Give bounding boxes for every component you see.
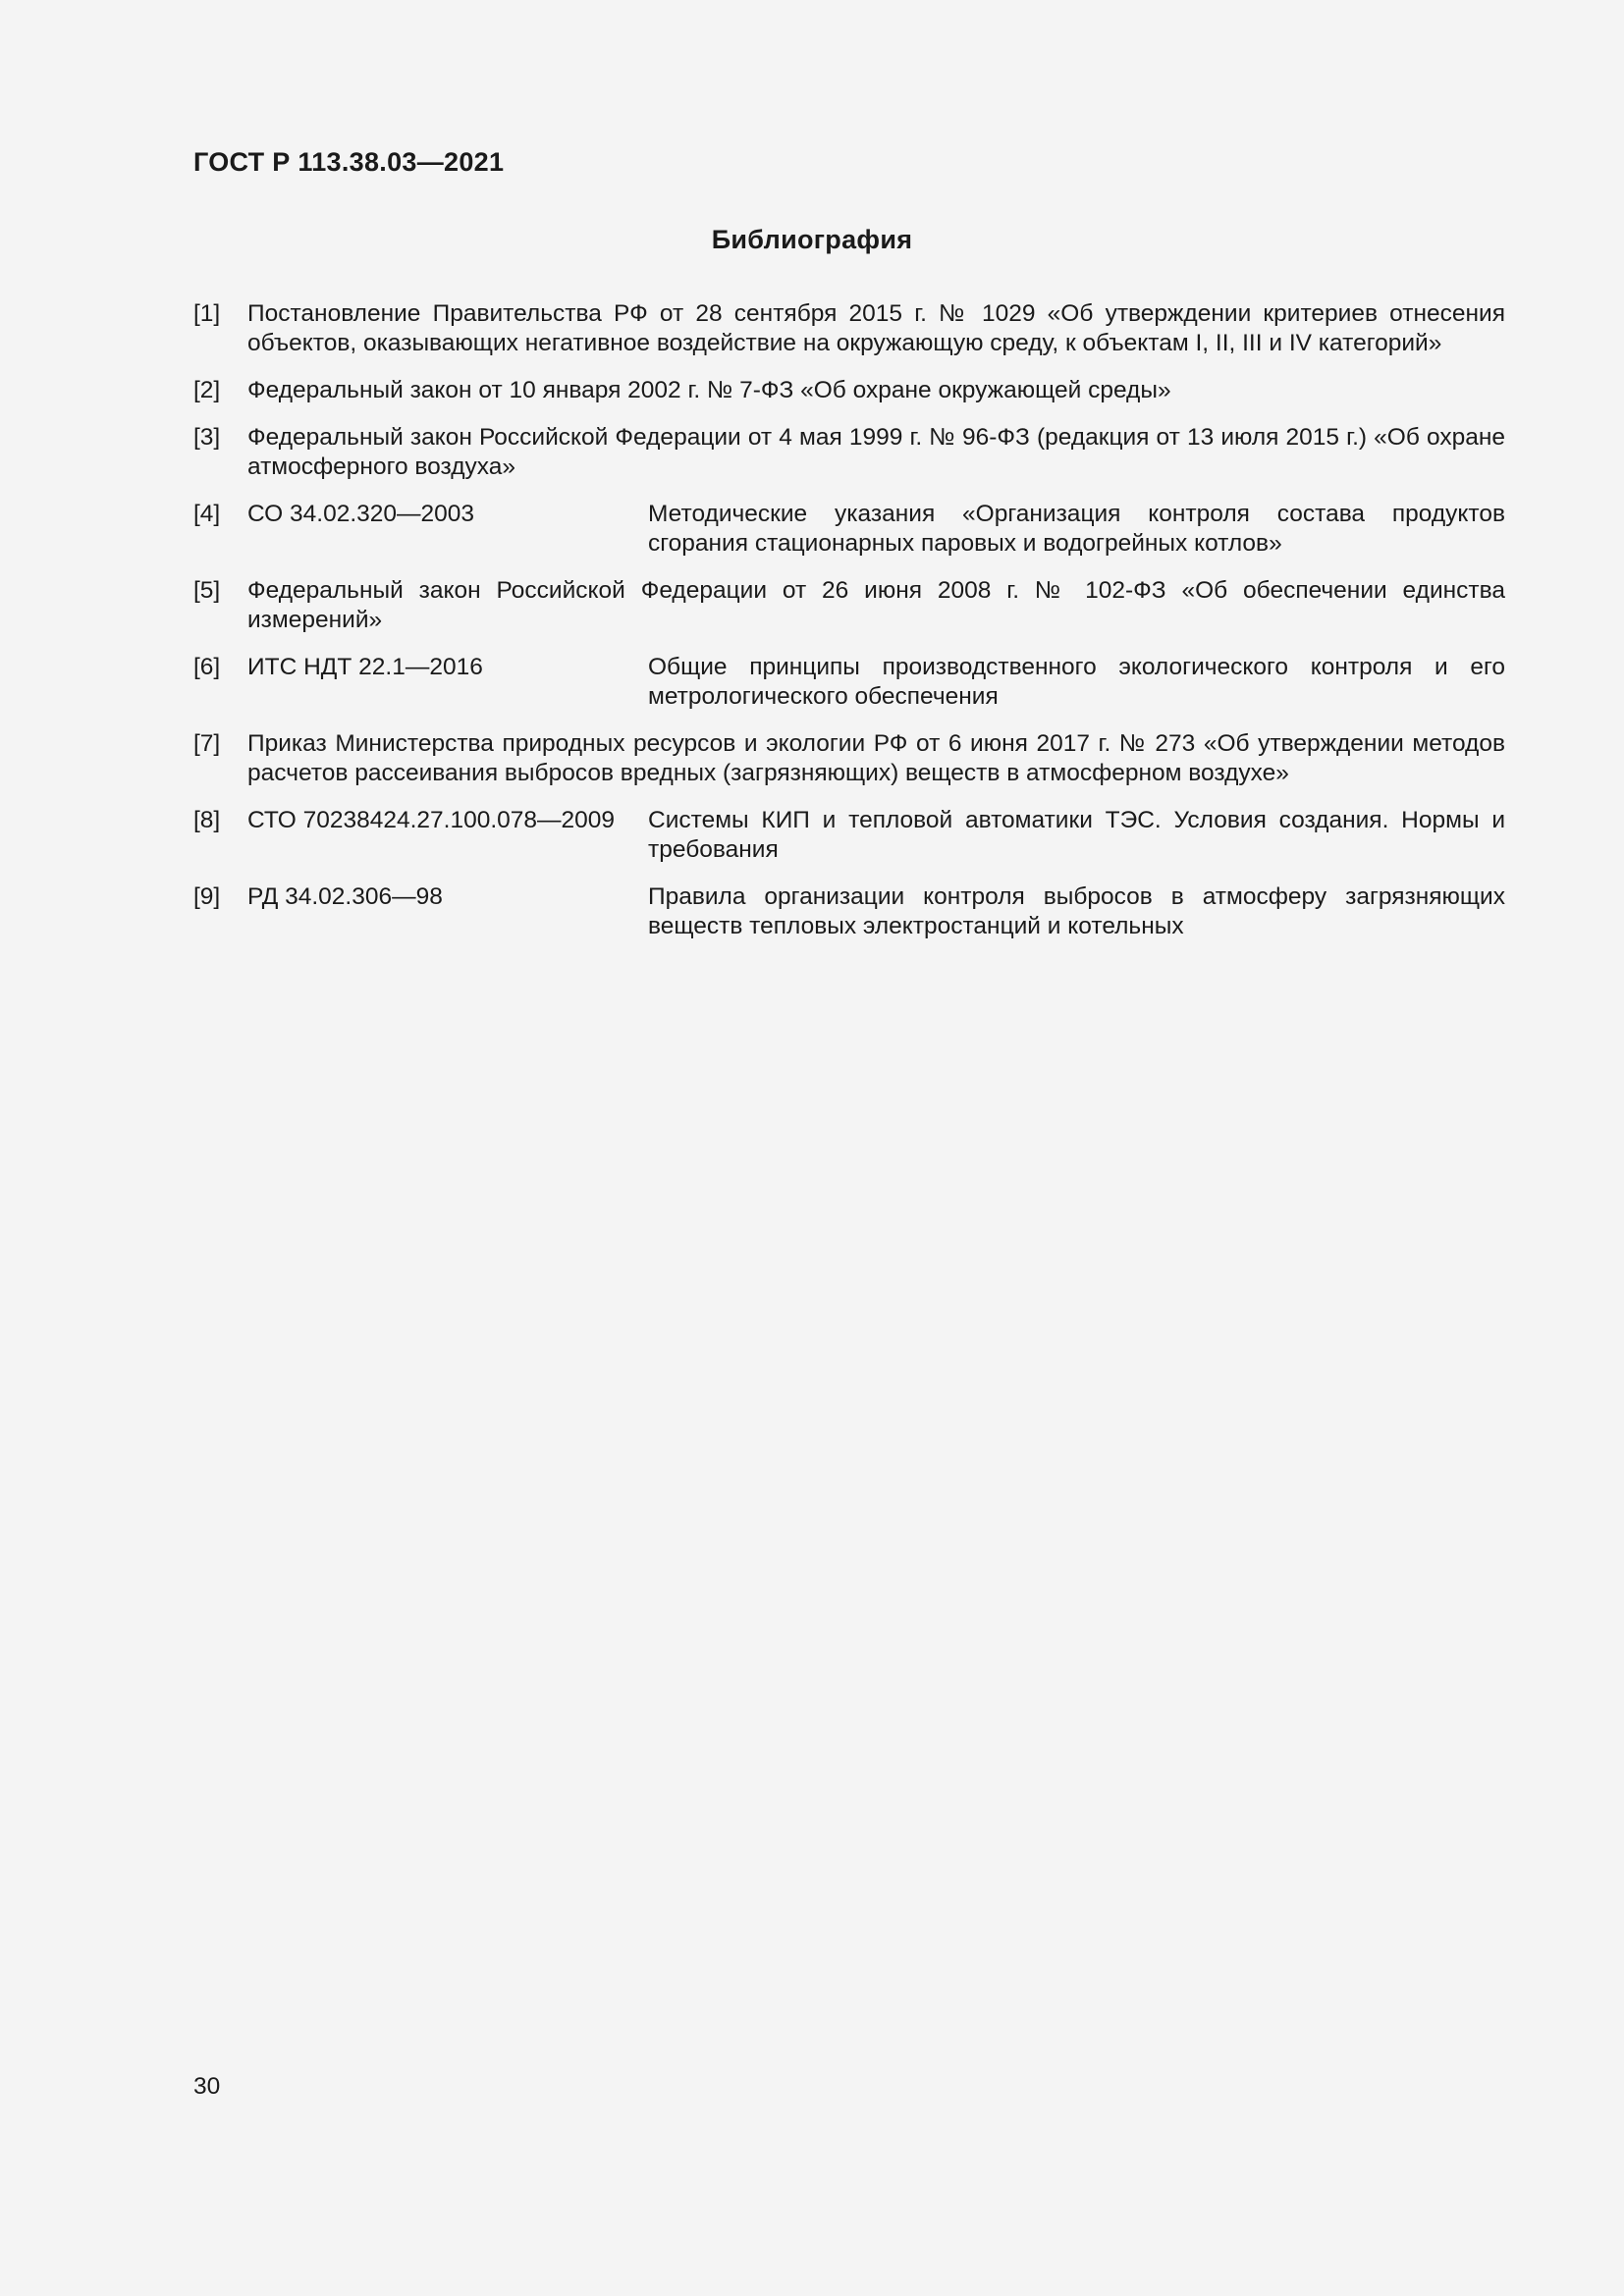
bibliography-entry-8 bbox=[193, 806, 1505, 865]
bibliography-list bbox=[193, 299, 1505, 959]
entry-number: [5] bbox=[193, 577, 221, 604]
entry-number: [1] bbox=[193, 300, 221, 327]
entry-number: [7] bbox=[193, 730, 221, 757]
entry-number: [8] bbox=[193, 807, 221, 833]
entry-number: [3] bbox=[193, 424, 221, 451]
entry-text: Приказ Министерства природных ресурсов и экологии РФ от 6 июня 2017 г. № 273 «Об утверждении методов расчетов рассеивания выбросов вредных (загрязняющих) веществ в атмосферном воздухе» bbox=[247, 730, 1505, 786]
entry-code: РД 34.02.306—98 bbox=[247, 883, 443, 910]
entry-text: Федеральный закон от 10 января 2002 г. № 7-ФЗ «Об охране окружающей среды» bbox=[247, 377, 1171, 403]
entry-code: СО 34.02.320—2003 bbox=[247, 501, 475, 527]
bibliography-entry-4 bbox=[193, 500, 1505, 559]
bibliography-entry-5 bbox=[193, 576, 1505, 635]
bibliography-entry-2 bbox=[193, 376, 1505, 405]
page-number: 30 bbox=[193, 2073, 221, 2100]
bibliography-entry-1 bbox=[193, 299, 1505, 358]
bibliography-entry-3 bbox=[193, 423, 1505, 482]
document-code: ГОСТ Р 113.38.03—2021 bbox=[193, 147, 505, 177]
bibliography-entry-6 bbox=[193, 653, 1505, 712]
entry-text: Правила организации контроля выбросов в атмосферу загрязняющих веществ тепловых электростанций и котельных bbox=[648, 883, 1505, 939]
bibliography-entry-7 bbox=[193, 729, 1505, 788]
entry-text: Общие принципы производственного экологического контроля и его метрологического обеспечения bbox=[648, 654, 1505, 710]
entry-number: [2] bbox=[193, 377, 221, 403]
entry-code: ИТС НДТ 22.1—2016 bbox=[247, 654, 483, 680]
entry-text: Федеральный закон Российской Федерации от 26 июня 2008 г. № 102-ФЗ «Об обеспечении единства измерений» bbox=[247, 577, 1505, 633]
entry-text: Системы КИП и тепловой автоматики ТЭС. Условия создания. Нормы и требования bbox=[648, 807, 1505, 863]
section-title: Библиография bbox=[711, 225, 913, 254]
bibliography-entry-9 bbox=[193, 882, 1505, 941]
entry-text: Постановление Правительства РФ от 28 сентября 2015 г. № 1029 «Об утверждении критериев отнесения объектов, оказывающих негативное воздействие на окружающую среду, к объектам I, II, III и IV категорий» bbox=[247, 300, 1505, 356]
entry-text: Методические указания «Организация контроля состава продуктов сгорания стационарных паровых и водогрейных котлов» bbox=[648, 501, 1505, 557]
entry-number: [9] bbox=[193, 883, 221, 910]
entry-code: СТО 70238424.27.100.078—2009 bbox=[247, 807, 616, 833]
entry-text: Федеральный закон Российской Федерации от 4 мая 1999 г. № 96-ФЗ (редакция от 13 июля 2015 г.) «Об охране атмосферного воздуха» bbox=[247, 424, 1505, 480]
entry-number: [6] bbox=[193, 654, 221, 680]
entry-number: [4] bbox=[193, 501, 221, 527]
